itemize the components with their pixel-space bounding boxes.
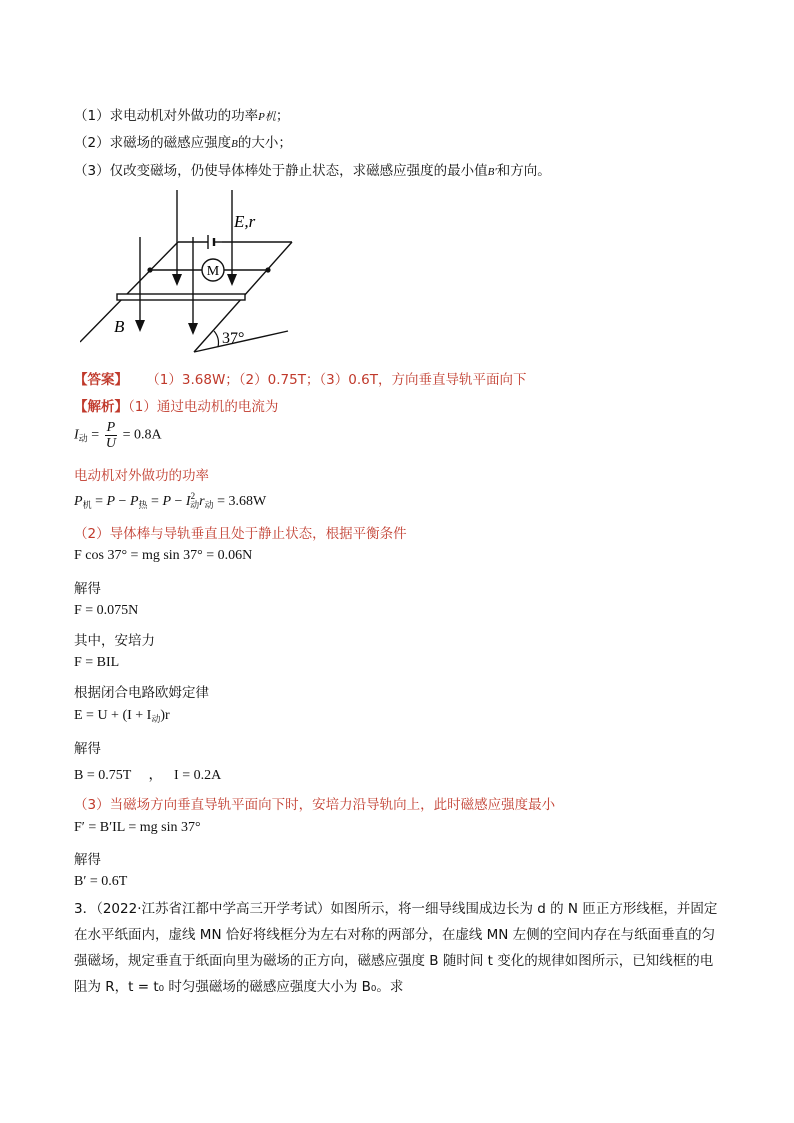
motor-label: M (206, 264, 220, 279)
formula-motor-current: $I_动$ = $\frac{P}{U}$ = 0.8A (74, 420, 162, 451)
angle-label: 37° (222, 330, 245, 347)
formula-balance: F cos 37° = mg sin 37° = 0.06N (74, 548, 253, 563)
question-2: （2）求磁场的磁感应强度B的大小； (74, 135, 292, 151)
question-3: （3）仅改变磁场，仍使导体棒处于静止状态，求磁感应强度的最小值B′和方向。 (74, 163, 551, 179)
analysis-text-6: （3）当磁场方向垂直导轨平面向下时，安培力沿导轨向上，此时磁感应强度最小 (74, 797, 556, 813)
answer-tag: 【答案】 (74, 372, 128, 388)
analysis-tag: 【解析】 (74, 399, 128, 415)
formula-results: B = 0.75T ， I = 0.2A (74, 768, 222, 783)
formula-min-field: F′ = B′IL = mg sin 37° (74, 820, 201, 835)
solve-label-2: 解得 (74, 741, 101, 757)
formula-force: F = 0.075N (74, 603, 139, 618)
formula-ohm: $E = U + (I + I_动)r$ (74, 708, 170, 724)
analysis-text-3: （2）导体棒与导轨垂直且处于静止状态，根据平衡条件 (74, 526, 407, 542)
solve-label-1: 解得 (74, 581, 101, 597)
emf-label: E,r (234, 212, 256, 231)
analysis-text-5: 根据闭合电路欧姆定律 (74, 685, 209, 701)
field-label: B (114, 317, 125, 336)
analysis-text-2: 电动机对外做功的功率 (74, 468, 209, 484)
formula-motor-power: $P_机 = P - P_热 = P - I^2_动r_动 = 3.68W$ (74, 491, 267, 510)
answer-text: （1）3.68W；（2）0.75T；（3）0.6T，方向垂直导轨平面向下 (146, 372, 527, 388)
solve-label-3: 解得 (74, 852, 101, 868)
question-3-stem: 3．（2022·江苏省江都中学高三开学考试）如图所示，将一细导线围成边长为 d 的 N 匝正方形线框，并固定在水平纸面内，虚线 MN 恰好将线框分为左右对称的两部分，在虚线 MN 左侧的空间内存在与纸面垂直的匀强磁场，规定垂直于纸面向里为磁场的正方向，磁感应强度 B 随时间 t 变化的规律如图所示，已知线框的电阻为 R，t = t₀ 时匀强磁场的磁感应强度大小为 B₀。求 (74, 901, 718, 995)
answer-line (74, 368, 527, 388)
symbol-p-motor: P机 (258, 111, 276, 123)
circuit-figure (80, 190, 300, 360)
formula-min-result: B′ = 0.6T (74, 874, 128, 889)
question-1: （1）求电动机对外做功的功率P机； (74, 108, 290, 124)
formula-ampere-force: F = BIL (74, 655, 120, 670)
analysis-intro: 【解析】（1）通过电动机的电流为 (74, 399, 279, 415)
analysis-text-4: 其中，安培力 (74, 633, 155, 649)
